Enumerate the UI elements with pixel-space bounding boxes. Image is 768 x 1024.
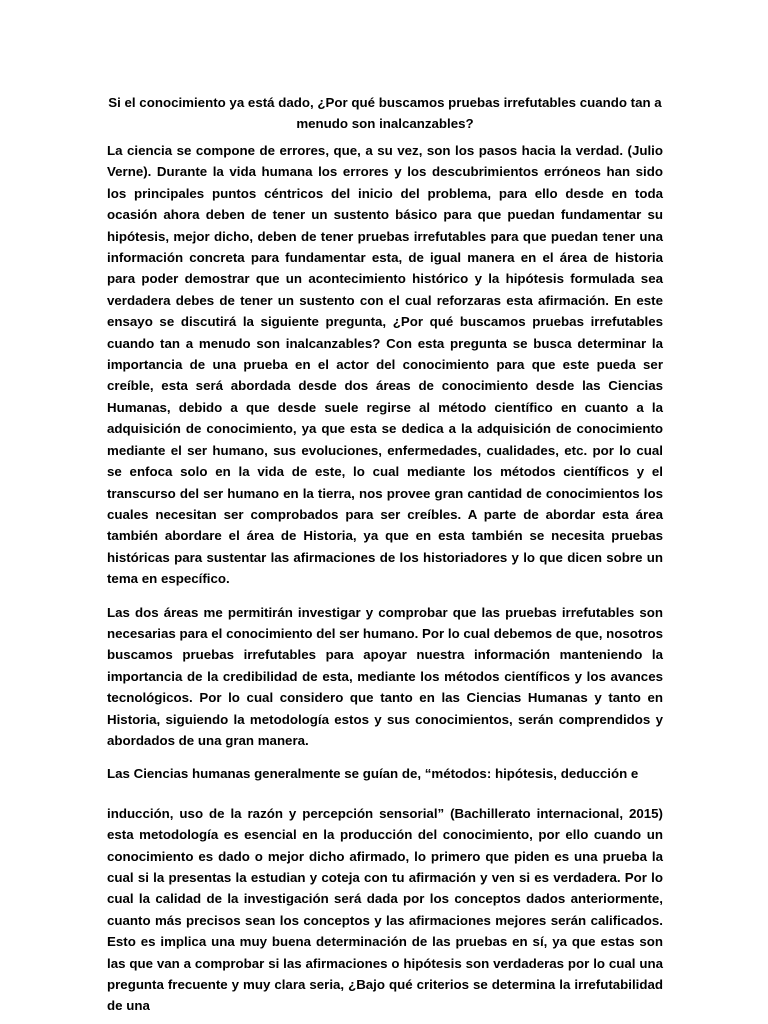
paragraph-methods-start: Las Ciencias humanas generalmente se guían de, “métodos: hipótesis, deducción e	[107, 766, 639, 782]
paragraph-methods-continued: inducción, uso de la razón y percepción sensorial” (Bachillerato internacional, 2015) esta metodología es esencial en la producción del conocimiento, por ello cuando un conocimiento es dado o mejor dicho afirmado, lo primero que piden es una prueba la cual si la presentas la estudian y coteja con tu afirmación y ven si es verdadera. Por lo cual la calidad de la investigación será dada por los conceptos dados anteriormente, cuanto más precisos sean los conceptos y las afirmaciones mejores serán calificados. Esto es implica una muy buena determinación de las pruebas en sí, ya que estas son las que van a comprobar si las afirmaciones o hipótesis son verdaderas por lo cual una pregunta frecuente y muy clara seria, ¿Bajo qué criterios se determina la irrefutabilidad de una	[107, 805, 663, 1014]
document-body	[107, 92, 663, 1017]
paragraph-introduction: La ciencia se compone de errores, que, a su vez, son los pasos hacia la verdad. (Julio Verne). Durante la vida humana los errores y los descubrimientos erróneos han sido los principales puntos céntricos del inicio del problema, para ello desde en toda ocasión ahora deben de tener un sustento básico para que puedan fundamentar su hipótesis, mejor dicho, deben de tener pruebas irrefutables para que puedan tener una información concreta para fundamentar esta, de igual manera en el área de historia para poder demostrar que un acontecimiento histórico y la hipótesis formulada sea verdadera debes de tener un sustento con el cual reforzaras esta afirmación. En este ensayo se discutirá la siguiente pregunta, ¿Por qué buscamos pruebas irrefutables cuando tan a menudo son inalcanzables? Con esta pregunta se busca determinar la importancia de una prueba en el actor del conocimiento para que este pueda ser creíble, esta será abordada desde dos áreas de conocimiento desde las Ciencias Humanas, debido a que desde suele regirse al método científico en cuanto a la adquisición de conocimiento, ya que esta se dedica a la adquisición de conocimiento mediante el ser humano, sus evoluciones, enfermedades, cualidades, etc. por lo cual se enfoca solo en la vida de este, lo cual mediante los métodos científicos y el transcurso del ser humano en la tierra, nos provee gran cantidad de conocimientos los cuales necesitan ser comprobados para ser creíbles. A parte de abordar esta área también abordare el área de Historia, ya que en esta también se necesita pruebas históricas para sustentar las afirmaciones de los historiadores y lo que dicen sobre un tema en específico.	[107, 143, 663, 587]
paragraph-areas: Las dos áreas me permitirán investigar y comprobar que las pruebas irrefutables son necesarias para el conocimiento del ser humano. Por lo cual debemos de que, nosotros buscamos pruebas irrefutables para apoyar nuestra información manteniendo la importancia de la credibilidad de esta, mediante los métodos científicos y los avances tecnológicos. Por lo cual considero que tanto en las Ciencias Humanas y tanto en Historia, siguiendo la metodología estos y sus conocimientos, serán comprendidos y abordados de una gran manera.	[107, 604, 663, 748]
essay-title: Si el conocimiento ya está dado, ¿Por qué buscamos pruebas irrefutables cuando tan a menudo son inalcanzables?	[108, 95, 662, 131]
